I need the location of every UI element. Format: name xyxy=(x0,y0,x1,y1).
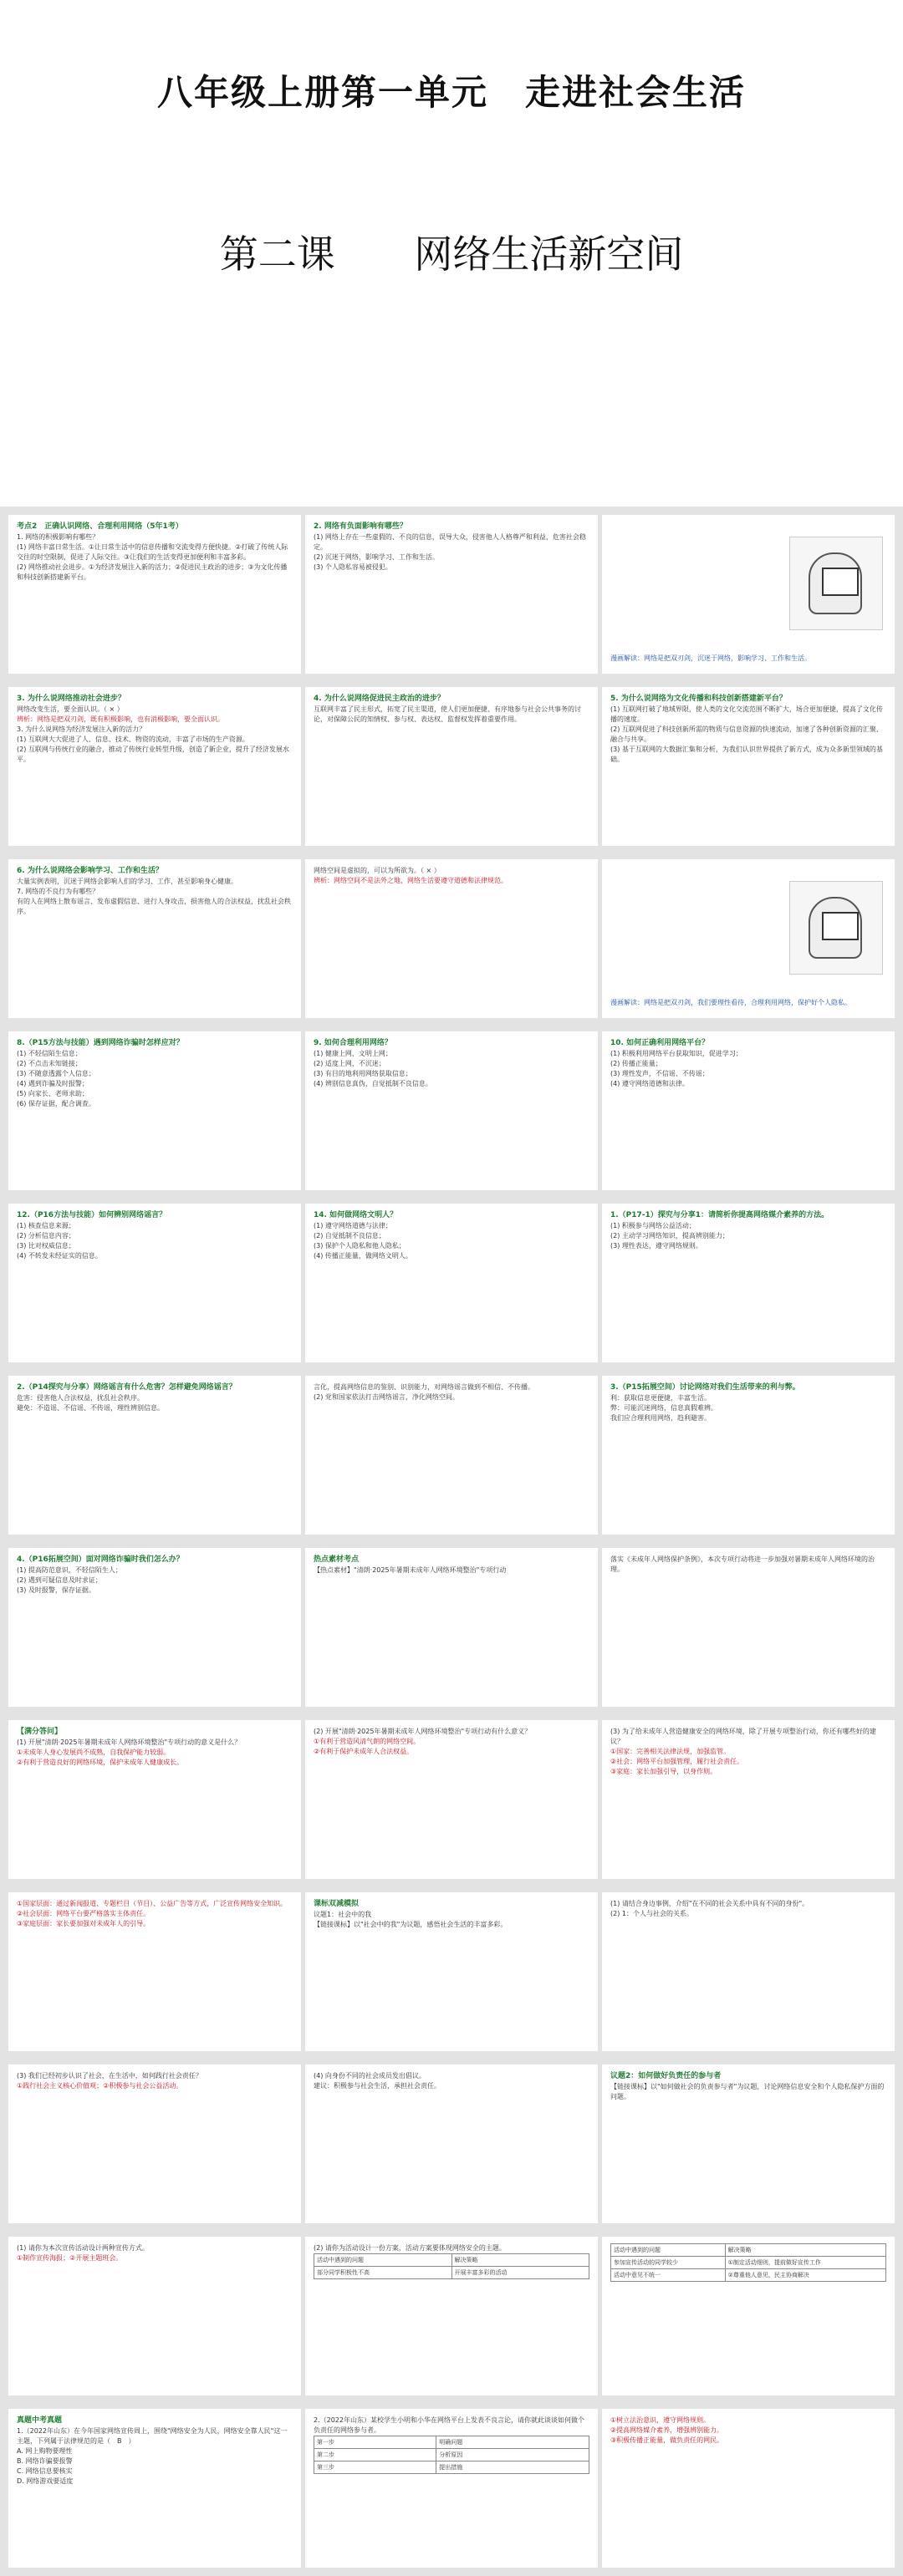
slide-thumbnail xyxy=(602,2237,895,2395)
slide-line: (3) 保护个人隐私和他人隐私； xyxy=(314,1242,406,1250)
slide-thumbnail xyxy=(8,1031,301,1190)
slide-heading: 2. 网络有负面影响有哪些？ xyxy=(314,522,407,531)
slide-thumbnail xyxy=(602,2064,895,2223)
slide-line: 建议：积极参与社会生活，承担社会责任。 xyxy=(314,2082,441,2090)
table-cell: 第二步 xyxy=(314,2449,436,2461)
unit-title: 八年级上册第一单元 走进社会生活 xyxy=(156,72,746,113)
slide-line: (3) 基于互联网的大数据汇集和分析，为我们认识世界提供了新方式，成为众多新型领域的基础。 xyxy=(610,746,883,763)
slide-line: 危害：侵害他人合法权益，扰乱社会秩序。 xyxy=(17,1394,144,1402)
slide-thumbnail xyxy=(8,2409,301,2568)
slide-heading: 6. 为什么说网络会影响学习、工作和生活？ xyxy=(17,867,163,875)
slide-heading: 议题2：如何做好负责任的参与者 xyxy=(610,2072,722,2080)
slide-thumbnail xyxy=(8,1892,301,2051)
slide-line: 【链接课标】以"社会中的我"为议题，感悟社会生活的丰富多彩。 xyxy=(314,1921,508,1928)
slide-thumbnail xyxy=(8,1376,301,1535)
slide-line: ③积极传播正能量，做负责任的网民。 xyxy=(610,2436,724,2444)
slide-thumbnail xyxy=(305,1892,598,2051)
slide-line: 弊：可能沉迷网络，信息真假难辨。 xyxy=(610,1404,717,1412)
cover-slide xyxy=(0,0,903,507)
table-cell: 活动中遇到的问题 xyxy=(314,2254,452,2267)
slide-line: (3) 不随意透露个人信息； xyxy=(17,1070,95,1077)
slide-line: (4) 遇到诈骗及时报警； xyxy=(17,1080,89,1087)
slide-thumbnail xyxy=(8,2064,301,2223)
slide-heading: 考点2 正确认识网络、合理利用网络（5年1考） xyxy=(17,522,183,531)
slide-line: ①制作宣传海报；②开展主题班会。 xyxy=(17,2254,123,2262)
slide-thumbnail xyxy=(602,1204,895,1362)
table-cell: 分析原因 xyxy=(436,2449,589,2461)
slide-line: (3) 比对权威信息； xyxy=(17,1242,75,1250)
slide-line: (1) 请结合身边事例，介绍"在不同的社会关系中具有不同的身份"。 xyxy=(610,1900,809,1907)
slide-line: (2) 遇到可疑信息及时求证； xyxy=(17,1576,102,1584)
slide-thumbnail xyxy=(602,1548,895,1707)
slide-thumbnail xyxy=(602,1892,895,2051)
slide-line: 辨析：网络是把双刃剑，既有积极影响，也有消极影响，要全面认识。 xyxy=(17,715,224,723)
slide-thumbnail xyxy=(305,1548,598,1707)
slide-line: (2) 互联网与传统行业的融合，推动了传统行业转型升级，创造了新企业，提升了经济发展水平。 xyxy=(17,746,289,763)
slide-line: (6) 保存证据，配合调查。 xyxy=(17,1100,95,1107)
slide-heading: 【满分答问】 xyxy=(17,1728,63,1736)
slide-line: (1) 网络丰富日常生活。①让日常生活中的信息传播和交流变得方便快捷。②打破了传统人际交往的时空限制，促进了人际交往。③让我们的生活变得更加便利和丰富多彩。 xyxy=(17,543,288,561)
slide-line: (3) 我们已经初步认识了社会，在生活中，如何践行社会责任？ xyxy=(17,2072,202,2080)
slide-thumbnail xyxy=(602,2409,895,2568)
slide-line: ①树立法治意识，遵守网络规则。 xyxy=(610,2416,711,2424)
table-cell: 第三步 xyxy=(314,2461,436,2474)
slide-table xyxy=(610,2243,886,2282)
slide-thumbnail xyxy=(8,859,301,1018)
slide-line: 7. 网络的不良行为有哪些？ xyxy=(17,888,99,895)
table-cell: 解决策略 xyxy=(452,2254,589,2267)
table-cell: ①制定活动细则，提前做好宣传工作 xyxy=(725,2257,885,2269)
slide-line: (1) 遵守网络道德与法律； xyxy=(314,1222,392,1229)
slide-thumbnail xyxy=(8,2237,301,2395)
slide-thumbnail xyxy=(602,859,895,1018)
slide-thumbnail xyxy=(305,1204,598,1362)
slide-thumbnail xyxy=(305,1376,598,1535)
slide-line: (3) 有目的地利用网络获取信息； xyxy=(314,1070,412,1077)
table-cell: 活动中意见不统一 xyxy=(611,2269,726,2282)
slide-thumbnail xyxy=(8,1548,301,1707)
slide-heading: 2.（P14探究与分享）网络谣言有什么危害？怎样避免网络谣言？ xyxy=(17,1383,237,1392)
slide-heading: 3. 为什么说网络推动社会进步？ xyxy=(17,695,125,703)
slide-line: ①国家层面：通过新闻报道、专题栏目（节目）、公益广告等方式，广泛宣传网络安全知识。 xyxy=(17,1900,288,1907)
slide-line: (1) 网络上存在一些虚假的、不良的信息，误导大众，侵害他人人格尊严和利益，危害社会稳定。 xyxy=(314,533,586,551)
slide-line: ③家庭：家长加强引导，以身作则。 xyxy=(610,1768,717,1775)
slide-line: 网络空间是虚拟的，可以为所欲为。（ × ） xyxy=(314,867,441,874)
table-cell: 活动中遇到的问题 xyxy=(611,2244,726,2257)
slide-heading: 9. 如何合理利用网络？ xyxy=(314,1039,392,1047)
slide-line: ①有利于营造风清气朗的网络空间。 xyxy=(314,1738,421,1745)
slide-line: (2) 1：个人与社会的关系。 xyxy=(610,1910,693,1917)
slide-line: (4) 不转发未经证实的信息。 xyxy=(17,1252,102,1260)
slide-line: (1) 健康上网，文明上网； xyxy=(314,1050,392,1057)
slide-line: (2) 分析信息内容； xyxy=(17,1232,75,1240)
slide-line: (2) 适度上网，不沉迷； xyxy=(314,1060,385,1067)
slide-line: ③家庭层面：家长要加强对未成年人的引导。 xyxy=(17,1920,150,1927)
slide-line: 利：获取信息更便捷，丰富生活。 xyxy=(610,1394,711,1402)
table-cell: 部分同学积极性不高 xyxy=(314,2267,452,2279)
slide-line: (3) 个人隐私容易被侵犯。 xyxy=(314,563,392,571)
slide-line: 有的人在网络上散布谣言、发布虚假信息、进行人身攻击，损害他人的合法权益，扰乱社会秩序。 xyxy=(17,898,291,915)
slide-line: (2) 主动学习网络知识，提高辨别能力； xyxy=(610,1232,729,1240)
cartoon-caption: 漫画解读：网络是把双刃剑，我们要理性看待，合理利用网络，保护好个人隐私。 xyxy=(610,999,851,1006)
cartoon-illustration xyxy=(789,881,883,975)
slide-line: C. 网络信息要核实 xyxy=(17,2467,73,2475)
slide-line: (2) 自觉抵制不良信息； xyxy=(314,1232,385,1240)
slide-line: 大量实例表明，沉迷于网络会影响人们的学习、工作，甚至影响身心健康。 xyxy=(17,878,237,885)
slide-line: (4) 向身份不同的社会成员发出倡议。 xyxy=(314,2072,426,2080)
table-cell: 第一步 xyxy=(314,2436,436,2449)
slide-line: (1) 积极参与网络公益活动； xyxy=(610,1222,696,1229)
slide-line: (2) 党和国家依法打击网络谣言，净化网络空间。 xyxy=(314,1393,459,1401)
slide-line: (3) 为了给未成年人营造健康安全的网络环境，除了开展专项整治行动，你还有哪些好的建议？ xyxy=(610,1728,876,1745)
slide-heading: 1.（P17-1）探究与分享1：请简析你提高网络媒介素养的方法。 xyxy=(610,1211,829,1219)
slide-line: 我们应合理利用网络，趋利避害。 xyxy=(610,1414,711,1422)
slide-line: (4) 辨别信息真伪，自觉抵制不良信息。 xyxy=(314,1080,432,1087)
slide-heading: 14. 如何做网络文明人？ xyxy=(314,1211,398,1219)
table-cell: 明确问题 xyxy=(436,2436,589,2449)
slide-thumbnail xyxy=(305,2237,598,2395)
slide-thumbnail xyxy=(602,1031,895,1190)
slide-heading: 10. 如何正确利用网络平台？ xyxy=(610,1039,710,1047)
table-cell: 参加宣传活动的同学较少 xyxy=(611,2257,726,2269)
slide-line: (5) 向家长、老师求助； xyxy=(17,1090,89,1097)
slide-line: ②提高网络媒介素养，增强辨别能力。 xyxy=(610,2426,724,2434)
slide-line: (2) 互联网促进了科技创新所需的物质与信息资源的快速流动，加速了各种创新资源的汇聚、融合与共享。 xyxy=(610,725,883,743)
slide-line: (2) 网络推动社会进步。①为经济发展注入新的活力；②促进民主政治的进步；③为文化传播和科技创新搭建新平台。 xyxy=(17,563,288,581)
slide-heading: 课标双减模拟 xyxy=(314,1900,360,1908)
slide-line: D. 网络游戏要适度 xyxy=(17,2477,74,2485)
slide-line: (1) 互联网打破了地域界限，使人类的文化交流范围不断扩大，场合更加便捷，提高了文化传播的速度。 xyxy=(610,705,883,723)
slide-line: (3) 及时报警，保存证据。 xyxy=(17,1586,95,1594)
table-cell: 提出措施 xyxy=(436,2461,589,2474)
slide-line: 网络改变生活，要全面认识。（ × ） xyxy=(17,705,124,713)
slide-heading: 4.（P16拓展空间）面对网络诈骗时我们怎么办？ xyxy=(17,1555,184,1564)
slide-line: 1.（2022年山东）在今年国家网络宣传周上，围绕"网络安全为人民，网络安全靠人民"这一主题，下列属于法律规范的是（ B ） xyxy=(17,2427,288,2445)
slide-line: (4) 遵守网络道德和法律。 xyxy=(610,1080,689,1087)
slide-line: (1) 不轻信陌生信息； xyxy=(17,1050,82,1057)
slide-line: ②有利于营造良好的网络环境，保护未成年人健康成长。 xyxy=(17,1759,184,1766)
slide-line: 【热点素材】"清朗·2025年暑期未成年人网络环境整治"专项行动 xyxy=(314,1566,507,1574)
slide-line: (2) 不点击未知链接； xyxy=(17,1060,82,1067)
table-cell: 开展丰富多彩的活动 xyxy=(452,2267,589,2279)
slide-heading: 热点素材考点 xyxy=(314,1555,360,1564)
slide-thumbnail xyxy=(8,1720,301,1879)
slide-thumbnail xyxy=(602,1376,895,1535)
slide-thumbnail xyxy=(305,1720,598,1879)
slide-line: 辨析：网络空间不是法外之地，网络生活要遵守道德和法律规范。 xyxy=(314,877,508,884)
slide-line: 2.（2022年山东）某校学生小明和小华在网络平台上发表不良言论，请你就此谈谈如何做个负责任的网络参与者。 xyxy=(314,2416,584,2434)
slide-thumbnail xyxy=(602,515,895,674)
slide-line: (1) 请你为本次宣传活动设计两种宣传方式。 xyxy=(17,2244,149,2252)
cartoon-caption: 漫画解读：网络是把双刃剑，沉迷于网络，影响学习、工作和生活。 xyxy=(610,654,811,662)
slide-line: (2) 传播正能量； xyxy=(610,1060,662,1067)
slide-line: B. 网络诈骗要报警 xyxy=(17,2457,73,2465)
slide-line: (2) 沉迷于网络，影响学习、工作和生活。 xyxy=(314,553,439,561)
slide-line: 3. 为什么说网络为经济发展注入新的活力？ xyxy=(17,725,146,733)
slide-line: (4) 传播正能量，做网络文明人。 xyxy=(314,1252,412,1260)
slide-line: (1) 核查信息来源； xyxy=(17,1222,75,1229)
slide-line: A. 网上购物要理性 xyxy=(17,2447,73,2455)
slide-table xyxy=(314,2253,589,2279)
slide-line: ①国家：完善相关法律法规，加强监管。 xyxy=(610,1748,731,1755)
slide-thumbnail xyxy=(305,687,598,846)
slide-line: (1) 互联网大大促进了人、信息、技术、物资的流动，丰富了市场的生产资源。 xyxy=(17,736,249,743)
slide-line: ①践行社会主义核心价值观；②积极参与社会公益活动。 xyxy=(17,2082,183,2090)
slide-thumbnail xyxy=(8,687,301,846)
slide-line: (3) 理性表达，遵守网络规则。 xyxy=(610,1242,702,1250)
slide-line: ②社会层面：网络平台要严格落实主体责任。 xyxy=(17,1910,150,1917)
slide-heading: 8.（P15方法与技能）遇到网络诈骗时怎样应对？ xyxy=(17,1039,184,1047)
lesson-number: 第二课 xyxy=(219,232,335,277)
table-cell: 解决策略 xyxy=(725,2244,885,2257)
slide-thumbnail xyxy=(305,2409,598,2568)
slide-heading: 3.（P15拓展空间）讨论网络对我们生活带来的利与弊。 xyxy=(610,1383,800,1392)
slide-line: ②有利于保护未成年人合法权益。 xyxy=(314,1748,414,1755)
slide-line: ①未成年人身心发展尚不成熟，自我保护能力较弱。 xyxy=(17,1749,171,1756)
slide-heading: 4. 为什么说网络促进民主政治的进步？ xyxy=(314,695,445,703)
slide-line: 【链接课标】以"如何做社会的负责参与者"为议题，讨论网络信息安全和个人隐私保护方面的问题。 xyxy=(610,2083,885,2100)
slide-line: (1) 积极利用网络平台获取知识，促进学习； xyxy=(610,1050,742,1057)
slide-line: 议题1：社会中的我 xyxy=(314,1911,372,1918)
slide-thumbnail xyxy=(602,1720,895,1879)
slide-line: (1) 提高防范意识，不轻信陌生人； xyxy=(17,1566,122,1574)
slide-line: (1) 开展"清朗·2025年暑期未成年人网络环境整治"专项行动的意义是什么？ xyxy=(17,1739,242,1746)
slide-thumbnail xyxy=(305,1031,598,1190)
slide-thumbnail xyxy=(602,687,895,846)
slide-line: 1. 网络的积极影响有哪些？ xyxy=(17,533,99,541)
slide-thumbnail xyxy=(305,2064,598,2223)
cartoon-illustration xyxy=(789,537,883,630)
slide-line: (2) 请你为活动设计一份方案，活动方案要体现网络安全的主题。 xyxy=(314,2244,506,2252)
lesson-heading xyxy=(0,224,903,279)
slide-heading: 12.（P16方法与技能）如何辨别网络谣言？ xyxy=(17,1211,167,1219)
slide-table xyxy=(314,2436,589,2474)
slide-thumbnail xyxy=(305,515,598,674)
slide-line: (3) 理性发声，不信谣、不传谣； xyxy=(610,1070,709,1077)
table-cell: ②尊重他人意见，民主协商解决 xyxy=(725,2269,885,2282)
slide-line: 言化，提高网络信息的鉴别、识别能力，对网络谣言做到不相信、不传播。 xyxy=(314,1383,534,1391)
slide-heading: 真题中考真题 xyxy=(17,2416,63,2425)
slide-thumbnail xyxy=(305,859,598,1018)
slide-line: 避免：不造谣、不信谣、不传谣，理性辨别信息。 xyxy=(17,1404,164,1412)
slide-thumbnail xyxy=(8,515,301,674)
lesson-title: 网络生活新空间 xyxy=(414,232,684,277)
slide-thumbnail xyxy=(8,1204,301,1362)
slide-line: 落实《未成年人网络保护条例》，本次专项行动将进一步加强对暑期未成年人网络环境的治理。 xyxy=(610,1555,875,1573)
slide-line: 互联网丰富了民主形式，拓宽了民主渠道，使人们更加便捷、有序地参与社会公共事务的讨论，对保障公民的知情权、参与权、表达权、监督权发挥着重要作用。 xyxy=(314,705,581,723)
slide-line: ②社会：网络平台加强管理，履行社会责任。 xyxy=(610,1758,744,1765)
slide-line: (2) 开展"清朗·2025年暑期未成年人网络环境整治"专项行动有什么意义？ xyxy=(314,1728,532,1735)
slide-heading: 5. 为什么说网络为文化传播和科技创新搭建新平台？ xyxy=(610,695,787,703)
